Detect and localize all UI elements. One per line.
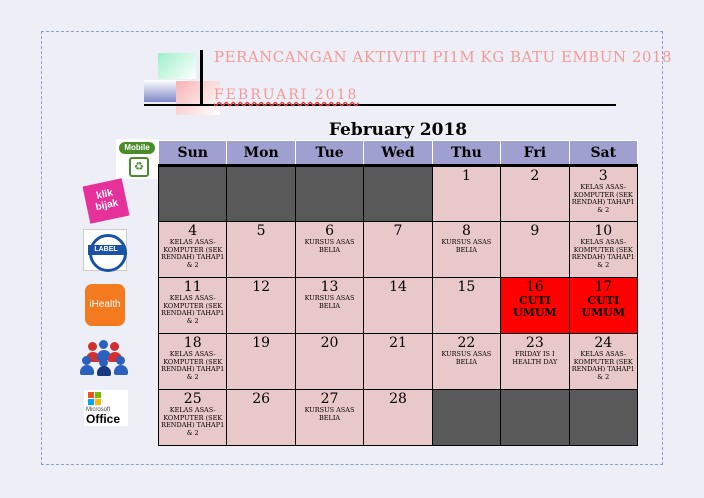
document-subtitle: FEBRUARI 2018 xyxy=(214,87,359,103)
day-event: KELAS ASAS-KOMPUTER (SEK RENDAH) TAHAP1 & 2 xyxy=(161,406,225,437)
day-number: 24 xyxy=(594,335,613,351)
day-number: 27 xyxy=(320,391,339,407)
day-cell xyxy=(364,390,432,446)
empty-day-cell xyxy=(569,390,637,446)
day-cell xyxy=(227,222,295,278)
day-cell xyxy=(569,166,637,222)
day-event: KELAS ASAS-KOMPUTER (SEK RENDAH) TAHAP1 & 2 xyxy=(161,294,225,325)
day-cell xyxy=(364,278,432,334)
weekday-thu: Thu xyxy=(432,141,500,166)
day-number: 21 xyxy=(389,335,407,351)
day-number: 11 xyxy=(183,279,202,295)
day-number: 5 xyxy=(256,223,266,239)
day-cell xyxy=(569,222,637,278)
office-name-text: Office xyxy=(86,412,121,426)
day-number: 9 xyxy=(530,223,540,239)
week-row xyxy=(159,278,638,334)
calendar-grid xyxy=(158,140,638,446)
empty-day-cell xyxy=(364,166,432,222)
mobile-recycle-icon xyxy=(116,139,158,179)
week-row xyxy=(159,222,638,278)
day-cell xyxy=(159,390,227,446)
day-cell xyxy=(569,334,637,390)
day-event: FRIDAY IS I HEALTH DAY xyxy=(512,350,558,366)
empty-day-cell xyxy=(501,390,569,446)
weekday-header-row xyxy=(159,141,638,166)
day-number: 20 xyxy=(320,335,339,351)
day-number: 12 xyxy=(252,279,271,295)
header-vertical-rule xyxy=(200,50,203,104)
day-cell xyxy=(295,222,363,278)
day-event: KURSUS ASAS BELIA xyxy=(304,294,355,310)
day-cell xyxy=(432,222,500,278)
day-cell xyxy=(364,334,432,390)
weekday-sat: Sat xyxy=(569,141,637,166)
day-cell xyxy=(501,166,569,222)
day-number: 23 xyxy=(525,335,544,351)
day-number: 3 xyxy=(598,168,608,184)
day-number: 18 xyxy=(183,335,202,351)
day-cell xyxy=(227,390,295,446)
day-cell xyxy=(159,278,227,334)
day-cell xyxy=(295,278,363,334)
recycle-icon: ♻ xyxy=(129,157,149,177)
empty-day-cell xyxy=(432,390,500,446)
day-cell xyxy=(501,334,569,390)
week-row xyxy=(159,166,638,222)
week-row xyxy=(159,390,638,446)
calendar-body xyxy=(159,166,638,446)
klik-bijak-icon xyxy=(82,178,129,223)
day-cell xyxy=(432,278,500,334)
people-icon xyxy=(80,340,128,376)
holiday-label: CUTI UMUM xyxy=(581,294,626,319)
day-number: 2 xyxy=(530,168,540,184)
day-number: 10 xyxy=(594,223,613,239)
holiday-label: CUTI UMUM xyxy=(513,294,557,319)
weekday-fri: Fri xyxy=(501,141,569,166)
day-cell xyxy=(501,278,569,334)
day-cell xyxy=(295,390,363,446)
day-event: KURSUS ASAS BELIA xyxy=(441,238,492,254)
klik-bijak-label: klik bijak xyxy=(94,187,120,214)
day-cell xyxy=(227,334,295,390)
day-cell xyxy=(569,278,637,334)
day-event: KELAS ASAS-KOMPUTER (SEK RENDAH) TAHAP1 & 2 xyxy=(571,238,635,269)
day-cell xyxy=(364,222,432,278)
day-cell xyxy=(432,166,500,222)
day-number: 7 xyxy=(393,223,403,239)
day-cell xyxy=(227,278,295,334)
microsoft-office-icon xyxy=(84,390,128,426)
day-cell xyxy=(159,334,227,390)
day-number: 28 xyxy=(389,391,407,407)
weekday-wed: Wed xyxy=(364,141,432,166)
day-cell xyxy=(501,222,569,278)
day-number: 14 xyxy=(389,279,407,295)
day-cell xyxy=(295,334,363,390)
day-event: KELAS ASAS-KOMPUTER (SEK RENDAH) TAHAP1 & 2 xyxy=(161,238,225,269)
weekday-mon: Mon xyxy=(227,141,295,166)
week-row xyxy=(159,334,638,390)
day-number: 25 xyxy=(183,391,202,407)
day-number: 17 xyxy=(594,279,613,295)
day-number: 22 xyxy=(457,335,476,351)
day-number: 26 xyxy=(252,391,271,407)
day-number: 13 xyxy=(320,279,339,295)
office-microsoft-text: Microsoft xyxy=(86,407,111,413)
office-logo-icon xyxy=(88,392,102,406)
day-number: 15 xyxy=(457,279,476,295)
day-cell xyxy=(159,222,227,278)
day-event: KELAS ASAS-KOMPUTER (SEK RENDAH) TAHAP1 & 2 xyxy=(571,350,635,381)
document-title: PERANCANGAN AKTIVITI PI1M KG BATU EMBUN 2018 xyxy=(214,48,672,66)
decor-square-green xyxy=(158,53,196,79)
day-number: 8 xyxy=(461,223,471,239)
day-number: 1 xyxy=(461,168,471,184)
empty-day-cell xyxy=(227,166,295,222)
day-event: KURSUS ASAS BELIA xyxy=(304,406,355,422)
label-icon xyxy=(83,229,127,271)
ihealth-label: iHealth xyxy=(89,299,121,310)
day-number: 16 xyxy=(525,279,544,295)
day-event: KELAS ASAS-KOMPUTER (SEK RENDAH) TAHAP1 & 2 xyxy=(571,183,635,214)
empty-day-cell xyxy=(295,166,363,222)
day-cell xyxy=(432,334,500,390)
calendar-title: February 2018 xyxy=(328,120,468,140)
header-horizontal-rule xyxy=(144,104,616,106)
ihealth-icon xyxy=(85,284,125,326)
day-number: 6 xyxy=(325,223,335,239)
empty-day-cell xyxy=(159,166,227,222)
day-number: 19 xyxy=(252,335,271,351)
day-event: KURSUS ASAS BELIA xyxy=(304,238,355,254)
day-event: KURSUS ASAS BELIA xyxy=(441,350,492,366)
weekday-tue: Tue xyxy=(295,141,363,166)
label-text: LABEL xyxy=(88,245,124,255)
weekday-sun: Sun xyxy=(159,141,227,166)
day-event: KELAS ASAS-KOMPUTER (SEK RENDAH) TAHAP1 & 2 xyxy=(161,350,225,381)
day-number: 4 xyxy=(188,223,198,239)
mobile-badge-label: Mobile xyxy=(119,142,155,154)
